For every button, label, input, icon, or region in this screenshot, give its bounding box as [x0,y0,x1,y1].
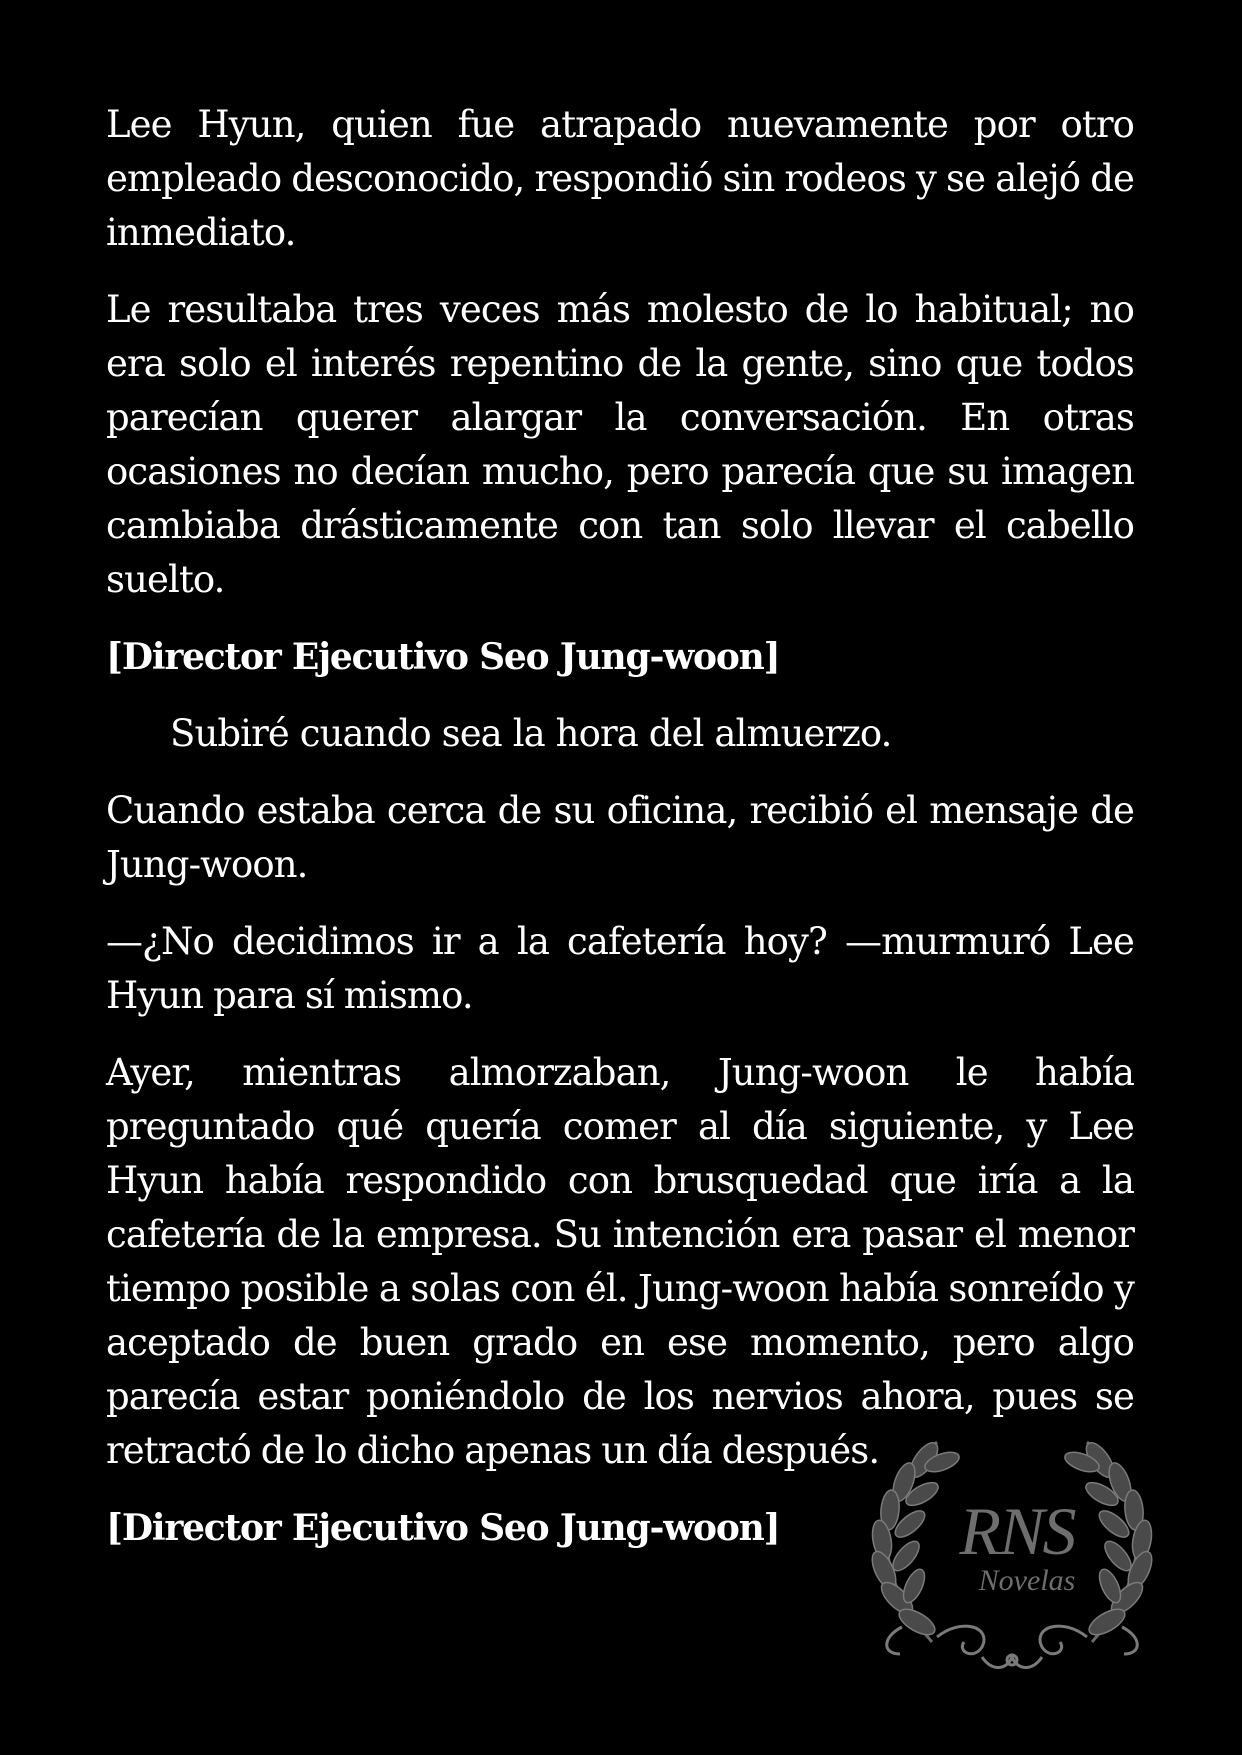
watermark-title: RNS [959,1493,1075,1569]
message-sender-heading: [Director Ejecutivo Seo Jung-woon] [106,636,780,678]
paragraph-annoyance: Le resultaba tres veces más molesto de lo habitual; no era solo el interés repentino de la gente, sino que todos parecían querer alargar la conversación. En otras ocasiones no decían mucho, pero parecía que su imagen cambiaba drásticamente con tan solo llevar el cabello suelto. [106,288,1134,601]
paragraph-lee-hyun-escape: Lee Hyun, quien fue atrapado nuevamente por otro empleado desconocido, respondió sin rodeos y se alejó de inmediato. [106,103,1134,254]
watermark-subtitle: Novelas [978,1564,1076,1597]
chapter-text [106,98,1134,1578]
message-body: Subiré cuando sea la hora del almuerzo. [170,712,892,755]
paragraph-dialogue: —¿No decidimos ir a la cafetería hoy? —murmuró Lee Hyun para sí mismo. [106,920,1134,1017]
paragraph-yesterday: Ayer, mientras almorzaban, Jung-woon le había preguntado qué quería comer al día siguiente, y Lee Hyun había respondido con brusquedad que iría a la cafetería de la empresa. Su intención era pasar el menor tiempo posible a solas con él. Jung-woon había sonreído y aceptado de buen grado en ese momento, pero algo parecía estar poniéndolo de los nervios ahora, pues se retractó de lo dicho apenas un día después. [106,1051,1134,1472]
paragraph-received-message: Cuando estaba cerca de su oficina, recibió el mensaje de Jung-woon. [106,789,1134,886]
message-sender-heading-2: [Director Ejecutivo Seo Jung-woon] [106,1507,780,1549]
